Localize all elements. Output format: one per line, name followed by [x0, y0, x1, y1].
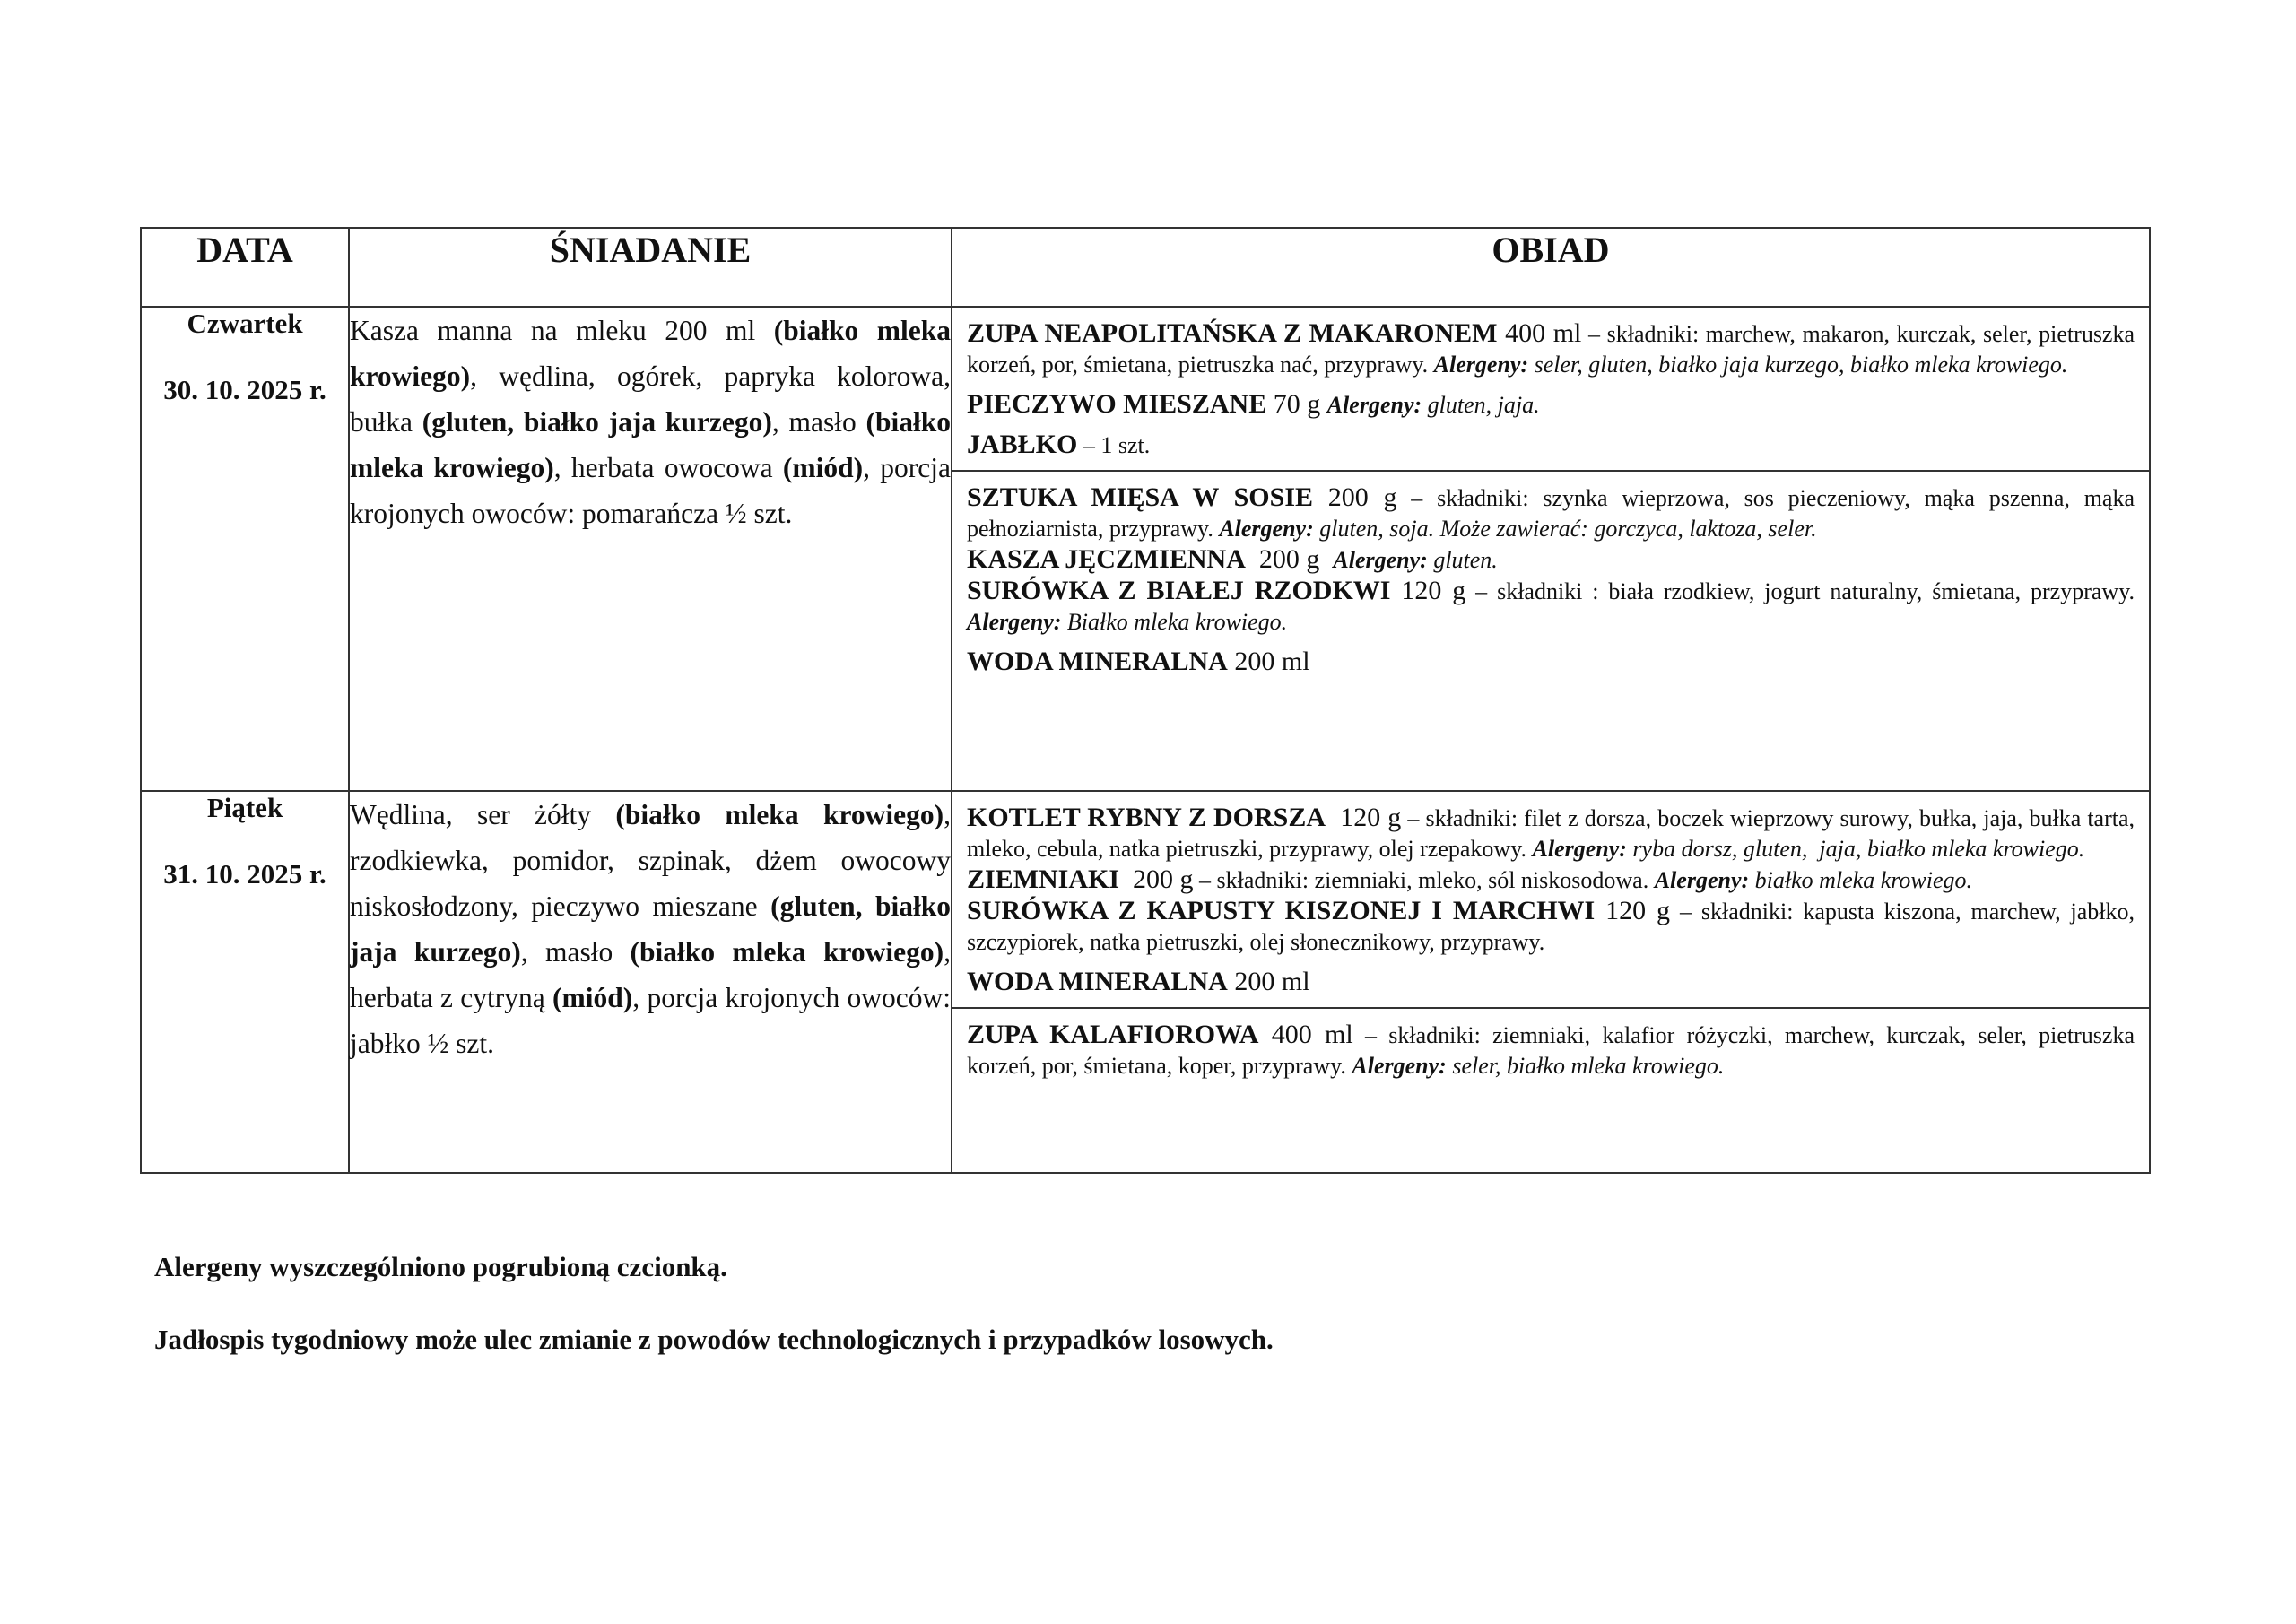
day-name: Piątek	[206, 792, 283, 823]
meal-quantity: 70 g	[1266, 389, 1327, 419]
breakfast-text: , herbata owocowa	[553, 452, 783, 483]
meal-quantity: 120 g	[1390, 576, 1466, 605]
allergen-label: Alergeny:	[1333, 547, 1428, 573]
breakfast-allergen: (miód)	[782, 452, 864, 483]
meal-name: PIECZYWO MIESZANE	[967, 389, 1267, 419]
meal-name: ZIEMNIAKI	[967, 864, 1120, 894]
allergen-list: gluten, soja. Może zawierać: gorczyca, laktoza, seler.	[1313, 516, 1817, 542]
breakfast-allergen: (białko mleka krowiego)	[630, 936, 944, 968]
allergen-label: Alergeny:	[1352, 1053, 1447, 1079]
footer-allergen-note: Alergeny wyszczególniono pogrubioną czcionką.	[154, 1251, 727, 1282]
meal-item	[967, 1020, 2141, 1081]
allergen-label: Alergeny:	[1532, 836, 1627, 862]
meal-quantity: 120 g	[1326, 803, 1402, 832]
meal-name: WODA MINERALNA	[967, 647, 1228, 676]
breakfast-cell	[349, 307, 952, 791]
breakfast-text: , porcja krojonych owoców: jabłko ½ szt.	[350, 982, 951, 1059]
breakfast-text: Kasza manna na mleku 200 ml	[350, 315, 774, 346]
allergen-list: białko mleka krowiego.	[1749, 867, 1973, 893]
meal-ingredients: – składniki: ziemniaki, kalafior różyczki, marchew, kurczak, seler, pietruszka korzeń, por, śmietana, koper, przyprawy.	[967, 1022, 2141, 1079]
meal-name: WODA MINERALNA	[967, 967, 1228, 996]
meal-quantity: 120 g	[1595, 896, 1671, 925]
meal-block	[952, 308, 2149, 470]
allergen-list: gluten, jaja.	[1422, 392, 1540, 418]
breakfast-allergen: (gluten, białko jaja kurzego)	[350, 890, 951, 968]
menu-body	[141, 307, 2150, 1173]
breakfast-text: , rzodkiewka, pomidor, szpinak, dżem owocowy niskosłodzony, pieczywo mieszane	[350, 799, 951, 922]
day-row	[141, 791, 2150, 1173]
meal-name: SURÓWKA Z KAPUSTY KISZONEJ I MARCHWI	[967, 896, 1596, 925]
header-breakfast: ŚNIADANIE	[349, 228, 952, 307]
meal-item	[967, 318, 2141, 380]
allergen-list: ryba dorsz, gluten, jaja, białko mleka krowiego.	[1626, 836, 2085, 862]
meal-item	[967, 647, 2135, 678]
meal-ingredients: – składniki: kapusta kiszona, marchew, jabłko, szczypiorek, natka pietruszki, olej słonecznikowy, przyprawy.	[967, 899, 2141, 955]
breakfast-text: Wędlina, ser żółty	[350, 799, 616, 830]
meal-ingredients: – składniki: szynka wieprzowa, sos pieczeniowy, mąka pszenna, mąka pełnoziarnista, przyprawy.	[967, 485, 2141, 542]
meal-quantity: 200 g	[1119, 864, 1194, 894]
meal-name: SZTUKA MIĘSA W SOSIE	[967, 482, 1314, 512]
menu-table	[140, 227, 2151, 1174]
allergen-label: Alergeny:	[1219, 516, 1314, 542]
meal-block	[952, 470, 2149, 687]
meal-ingredients: – składniki: ziemniaki, mleko, sól niskosodowa.	[1193, 867, 1655, 893]
breakfast-allergen: (gluten, białko jaja kurzego)	[422, 406, 772, 438]
meal-name: KOTLET RYBNY Z DORSZA	[967, 803, 1326, 832]
meal-quantity: 400 ml	[1258, 1020, 1353, 1049]
date-cell	[141, 307, 349, 791]
breakfast-text: , masło	[520, 936, 631, 968]
allergen-label: Alergeny:	[1326, 392, 1422, 418]
meal-item	[967, 544, 2135, 576]
allergen-list: seler, gluten, białko jaja kurzego, białko mleka krowiego.	[1528, 352, 2068, 378]
breakfast-allergen: (białko mleka krowiego)	[350, 315, 951, 392]
breakfast-cell	[349, 791, 952, 1173]
meal-block	[952, 792, 2149, 1007]
meal-name: KASZA JĘCZMIENNA	[967, 544, 1246, 574]
lunch-cell	[952, 307, 2150, 791]
allergen-list: gluten.	[1427, 547, 1498, 573]
date-value: 30. 10. 2025 r.	[163, 374, 326, 405]
day-name: Czwartek	[187, 308, 303, 339]
breakfast-text: , masło	[771, 406, 866, 438]
breakfast-text: , herbata z cytryną	[350, 936, 951, 1013]
breakfast-text: , wędlina, ogórek, papryka kolorowa, bułka	[350, 360, 951, 438]
meal-item	[967, 482, 2141, 544]
header-lunch: OBIAD	[952, 228, 2150, 307]
meal-ingredients: – składniki: filet z dorsza, boczek wieprzowy surowy, bułka, jaja, bułka tarta, mleko, cebula, natka pietruszki, przyprawy, olej rzepakowy.	[967, 805, 2141, 862]
meal-quantity: 200 ml	[1227, 647, 1310, 676]
date-cell	[141, 791, 349, 1173]
meal-item	[967, 967, 2135, 998]
lunch-cell	[952, 791, 2150, 1173]
meal-block	[952, 1007, 2149, 1090]
meal-quantity: 200 ml	[1227, 967, 1310, 996]
allergen-list: seler, białko mleka krowiego.	[1446, 1053, 1725, 1079]
allergen-list: Białko mleka krowiego.	[1061, 609, 1288, 635]
breakfast-allergen: (białko mleka krowiego)	[615, 799, 944, 830]
meal-name: ZUPA NEAPOLITAŃSKA Z MAKARONEM	[967, 318, 1498, 348]
meal-item	[967, 896, 2141, 958]
breakfast-text: , porcja krojonych owoców: pomarańcza ½ szt.	[350, 452, 951, 529]
meal-name: JABŁKO	[967, 430, 1078, 459]
meal-ingredients: – 1 szt.	[1077, 432, 1151, 458]
meal-name: ZUPA KALAFIOROWA	[967, 1020, 1259, 1049]
meal-quantity: 400 ml	[1497, 318, 1582, 348]
meal-item	[967, 576, 2141, 638]
footer-change-note: Jadłospis tygodniowy może ulec zmianie z powodów technologicznych i przypadków losowych.	[154, 1324, 1274, 1355]
meal-ingredients: – składniki : biała rzodkiew, jogurt naturalny, śmietana, przyprawy.	[1465, 578, 2141, 604]
breakfast-allergen: (miód)	[552, 982, 633, 1013]
meal-item	[967, 389, 2135, 421]
allergen-label: Alergeny:	[967, 609, 1062, 635]
header-row	[141, 228, 2150, 307]
date-value: 31. 10. 2025 r.	[163, 858, 326, 890]
day-row	[141, 307, 2150, 791]
meal-ingredients: – składniki: marchew, makaron, kurczak, seler, pietruszka korzeń, por, śmietana, pietruszka nać, przyprawy.	[967, 321, 2141, 378]
allergen-label: Alergeny:	[1433, 352, 1529, 378]
header-date: DATA	[141, 228, 349, 307]
meal-quantity: 200 g	[1245, 544, 1334, 574]
meal-quantity: 200 g	[1313, 482, 1397, 512]
meal-item	[967, 864, 2135, 896]
meal-item	[967, 430, 2135, 461]
meal-name: SURÓWKA Z BIAŁEJ RZODKWI	[967, 576, 1391, 605]
allergen-label: Alergeny:	[1654, 867, 1750, 893]
breakfast-allergen: (białko mleka krowiego)	[350, 406, 951, 483]
meal-item	[967, 803, 2141, 864]
